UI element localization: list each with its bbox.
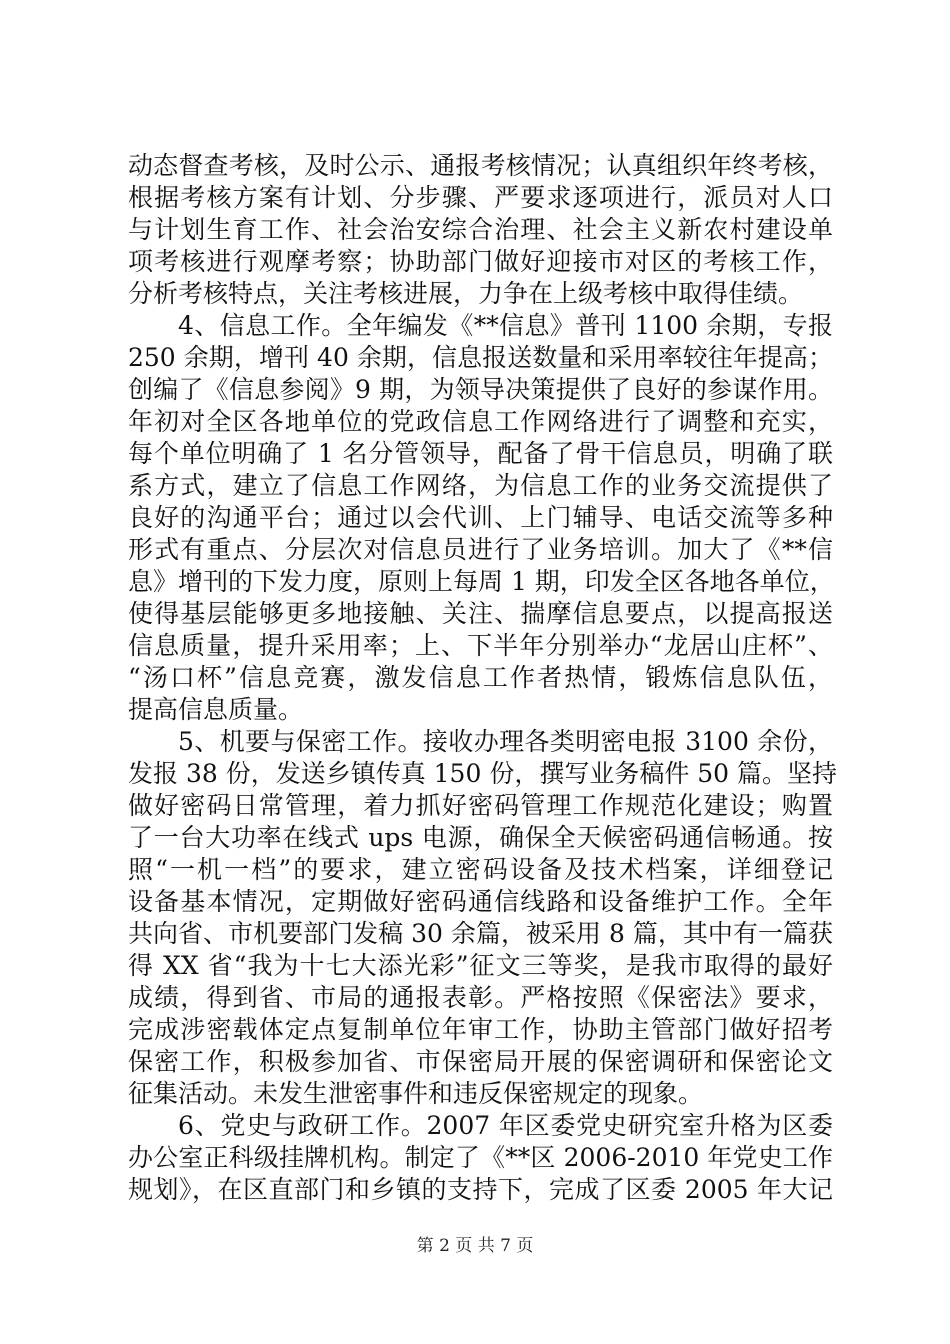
text-line: 提高信息质量。 bbox=[128, 695, 304, 724]
text-line: 年初对全区各地单位的党政信息工作网络进行了调整和充实， bbox=[128, 407, 833, 436]
page-footer bbox=[0, 1234, 950, 1258]
text-line: 规划》，在区直部门和乡镇的支持下，完成了区委 2005 年大记 bbox=[128, 1175, 833, 1204]
text-line: 4、信息工作。全年编发《**信息》普刊 1100 余期，专报 bbox=[178, 311, 833, 340]
text-line: 5、机要与保密工作。接收办理各类明密电报 3100 余份， bbox=[178, 727, 833, 756]
text-line: 得 XX 省“我为十七大添光彩”征文三等奖，是我市取得的最好 bbox=[128, 951, 833, 980]
text-line: “汤口杯”信息竞赛，激发信息工作者热情，锻炼信息队伍， bbox=[128, 663, 833, 692]
text-line: 做好密码日常管理，着力抓好密码管理工作规范化建设；购置 bbox=[128, 791, 833, 820]
text-line: 照“一机一档”的要求，建立密码设备及技术档案，详细登记 bbox=[128, 855, 833, 884]
text-line: 征集活动。未发生泄密事件和违反保密规定的现象。 bbox=[128, 1079, 704, 1108]
text-line: 6、党史与政研工作。2007 年区委党史研究室升格为区委 bbox=[178, 1111, 833, 1140]
text-line: 根据考核方案有计划、分步骤、严要求逐项进行，派员对人口 bbox=[128, 183, 833, 212]
text-line: 形式有重点、分层次对信息员进行了业务培训。加大了《**信 bbox=[128, 535, 833, 564]
text-line: 办公室正科级挂牌机构。制定了《**区 2006-2010 年党史工作 bbox=[128, 1143, 833, 1172]
text-line: 了一台大功率在线式 ups 电源，确保全天候密码通信畅通。按 bbox=[128, 823, 833, 852]
text-line: 完成涉密载体定点复制单位年审工作，协助主管部门做好招考 bbox=[128, 1015, 833, 1044]
text-line: 每个单位明确了 1 名分管领导，配备了骨干信息员，明确了联 bbox=[128, 439, 833, 468]
text-line: 系方式，建立了信息工作网络，为信息工作的业务交流提供了 bbox=[128, 471, 833, 500]
text-line: 项考核进行观摩考察；协助部门做好迎接市对区的考核工作， bbox=[128, 247, 833, 276]
text-line: 信息质量，提升采用率；上、下半年分别举办“龙居山庄杯”、 bbox=[128, 631, 833, 660]
document-body bbox=[128, 150, 838, 1206]
text-line: 发报 38 份，发送乡镇传真 150 份，撰写业务稿件 50 篇。坚持 bbox=[128, 759, 838, 788]
text-line: 250 余期，增刊 40 余期，信息报送数量和采用率较往年提高； bbox=[128, 343, 833, 372]
text-line: 使得基层能够更多地接触、关注、揣摩信息要点，以提高报送 bbox=[128, 599, 833, 628]
page-number-label: 第 2 页 共 7 页 bbox=[416, 1236, 534, 1256]
text-line: 共向省、市机要部门发稿 30 余篇，被采用 8 篇，其中有一篇获 bbox=[128, 919, 833, 948]
text-line: 动态督查考核，及时公示、通报考核情况；认真组织年终考核， bbox=[128, 151, 833, 180]
text-line: 息》增刊的下发力度，原则上每周 1 期，印发全区各地各单位， bbox=[128, 567, 835, 596]
text-line: 设备基本情况，定期做好密码通信线路和设备维护工作。全年 bbox=[128, 887, 833, 916]
text-line: 创编了《信息参阅》9 期，为领导决策提供了良好的参谋作用。 bbox=[128, 375, 833, 404]
text-line: 与计划生育工作、社会治安综合治理、社会主义新农村建设单 bbox=[128, 215, 833, 244]
text-line: 分析考核特点，关注考核进展，力争在上级考核中取得佳绩。 bbox=[128, 279, 804, 308]
text-line: 保密工作，积极参加省、市保密局开展的保密调研和保密论文 bbox=[128, 1047, 833, 1076]
text-line: 良好的沟通平台；通过以会代训、上门辅导、电话交流等多种 bbox=[128, 503, 833, 532]
text-line: 成绩，得到省、市局的通报表彰。严格按照《保密法》要求， bbox=[128, 983, 833, 1012]
